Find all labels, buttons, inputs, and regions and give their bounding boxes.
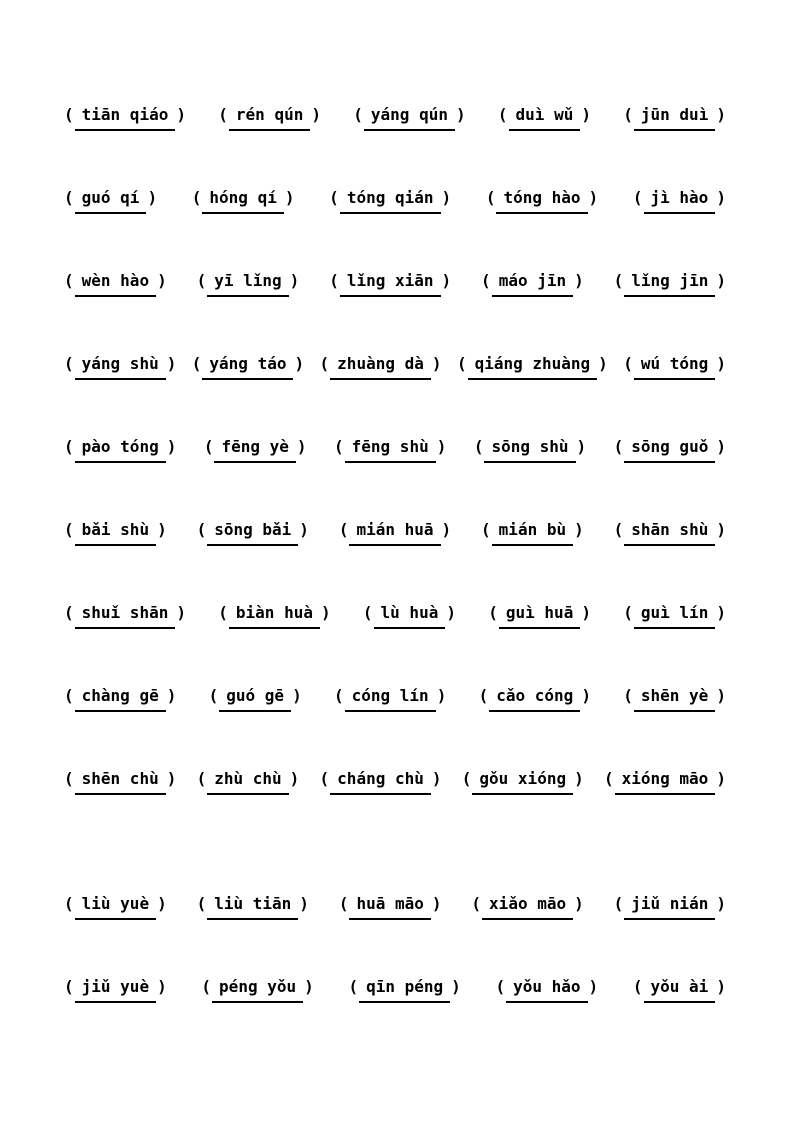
pinyin-item [196, 520, 310, 546]
close-paren: ) [289, 768, 300, 788]
pinyin-word: lǐng xiān [340, 271, 441, 297]
open-paren: ( [613, 270, 624, 290]
pinyin-word: mián huā [349, 520, 440, 546]
close-paren: ) [296, 436, 307, 456]
close-paren: ) [176, 104, 186, 124]
open-paren: ( [623, 602, 633, 622]
pinyin-word: shuǐ shān [75, 603, 176, 629]
pinyin-item [494, 977, 599, 1003]
pinyin-item [63, 188, 158, 214]
pinyin-item [196, 769, 301, 795]
pinyin-word: guì huā [499, 603, 580, 629]
pinyin-item [338, 894, 443, 920]
close-paren: ) [166, 685, 177, 705]
pinyin-word: tóng qián [340, 188, 441, 214]
pinyin-word: shēn chù [75, 769, 166, 795]
pinyin-word: pào tóng [75, 437, 166, 463]
pinyin-item [217, 603, 331, 629]
close-paren: ) [166, 436, 177, 456]
pinyin-item [632, 977, 727, 1003]
pinyin-word: shēn yè [634, 686, 715, 712]
pinyin-item [622, 603, 727, 629]
pinyin-word: lù huà [374, 603, 446, 629]
close-paren: ) [147, 187, 158, 207]
pinyin-item [333, 437, 447, 463]
pinyin-item [632, 188, 727, 214]
open-paren: ( [319, 353, 330, 373]
pinyin-word: liù yuè [75, 894, 156, 920]
close-paren: ) [299, 893, 309, 913]
close-paren: ) [157, 270, 167, 290]
close-paren: ) [581, 104, 591, 124]
close-paren: ) [289, 270, 300, 290]
close-paren: ) [455, 104, 466, 124]
pinyin-item [217, 105, 322, 131]
pinyin-item [613, 437, 727, 463]
pinyin-word: biàn huà [229, 603, 320, 629]
open-paren: ( [329, 187, 339, 207]
worksheet-row [63, 574, 727, 657]
pinyin-item [352, 105, 466, 131]
pinyin-item [497, 105, 592, 131]
pinyin-word: rén qún [229, 105, 310, 131]
close-paren: ) [320, 602, 331, 622]
worksheet-row [63, 408, 727, 491]
open-paren: ( [196, 270, 207, 290]
close-paren: ) [431, 893, 442, 913]
close-paren: ) [441, 270, 452, 290]
open-paren: ( [329, 270, 339, 290]
close-paren: ) [431, 768, 442, 788]
pinyin-item [63, 105, 187, 131]
worksheet-row [63, 740, 727, 823]
pinyin-word: yáng shù [75, 354, 166, 380]
pinyin-word: wèn hào [75, 271, 156, 297]
close-paren: ) [166, 768, 177, 788]
open-paren: ( [495, 976, 506, 996]
open-paren: ( [471, 893, 482, 913]
pinyin-word: lǐng jīn [624, 271, 715, 297]
pinyin-word: fēng shù [345, 437, 436, 463]
open-paren: ( [64, 353, 74, 373]
pinyin-word: yǒu ài [644, 977, 716, 1003]
pinyin-item [461, 769, 585, 795]
pinyin-word: guó qí [75, 188, 147, 214]
close-paren: ) [581, 602, 591, 622]
pinyin-word: zhuàng dà [330, 354, 431, 380]
close-paren: ) [576, 436, 587, 456]
open-paren: ( [64, 270, 74, 290]
open-paren: ( [196, 893, 207, 913]
pinyin-word: máo jīn [492, 271, 573, 297]
pinyin-word: duì wǔ [509, 105, 581, 131]
close-paren: ) [451, 976, 461, 996]
pinyin-item [470, 894, 584, 920]
pinyin-word: huā māo [349, 894, 430, 920]
open-paren: ( [488, 602, 498, 622]
pinyin-item [480, 271, 585, 297]
pinyin-item [473, 437, 587, 463]
close-paren: ) [716, 187, 726, 207]
pinyin-item [485, 188, 599, 214]
close-paren: ) [716, 602, 726, 622]
pinyin-item [338, 520, 452, 546]
worksheet-row [63, 325, 727, 408]
pinyin-word: cóng lín [345, 686, 436, 712]
open-paren: ( [632, 187, 643, 207]
open-paren: ( [64, 768, 74, 788]
close-paren: ) [716, 976, 726, 996]
open-paren: ( [338, 519, 349, 539]
pinyin-word: tóng hào [496, 188, 587, 214]
pinyin-word: yī lǐng [207, 271, 288, 297]
pinyin-word: guì lín [634, 603, 715, 629]
close-paren: ) [441, 519, 452, 539]
pinyin-item [203, 437, 308, 463]
pinyin-item [63, 603, 187, 629]
close-paren: ) [311, 104, 321, 124]
pinyin-item [196, 271, 301, 297]
open-paren: ( [64, 685, 74, 705]
pinyin-item [478, 686, 592, 712]
close-paren: ) [292, 685, 302, 705]
open-paren: ( [203, 436, 214, 456]
pinyin-item [362, 603, 457, 629]
pinyin-item [456, 354, 609, 380]
pinyin-word: jiǔ yuè [75, 977, 156, 1003]
worksheet-row [63, 242, 727, 325]
close-paren: ) [598, 353, 608, 373]
close-paren: ) [716, 768, 726, 788]
close-paren: ) [431, 353, 442, 373]
open-paren: ( [191, 353, 202, 373]
open-paren: ( [603, 768, 614, 788]
open-paren: ( [196, 768, 207, 788]
pinyin-word: liù tiān [207, 894, 298, 920]
open-paren: ( [456, 353, 467, 373]
close-paren: ) [157, 519, 167, 539]
open-paren: ( [478, 685, 489, 705]
close-paren: ) [166, 353, 177, 373]
close-paren: ) [436, 436, 447, 456]
open-paren: ( [353, 104, 363, 124]
worksheet-row [63, 76, 727, 159]
pinyin-item [613, 520, 727, 546]
close-paren: ) [304, 976, 314, 996]
pinyin-item [63, 686, 177, 712]
pinyin-item [480, 520, 585, 546]
worksheet-row [63, 657, 727, 740]
pinyin-item [191, 354, 305, 380]
pinyin-item [622, 686, 727, 712]
pinyin-item [200, 977, 314, 1003]
pinyin-item [63, 769, 177, 795]
close-paren: ) [157, 976, 167, 996]
close-paren: ) [299, 519, 309, 539]
pinyin-item [63, 437, 177, 463]
close-paren: ) [157, 893, 167, 913]
open-paren: ( [208, 685, 219, 705]
close-paren: ) [716, 893, 726, 913]
close-paren: ) [716, 353, 726, 373]
pinyin-item [333, 686, 447, 712]
open-paren: ( [613, 519, 624, 539]
pinyin-item [603, 769, 727, 795]
open-paren: ( [64, 187, 74, 207]
open-paren: ( [64, 436, 74, 456]
open-paren: ( [218, 104, 228, 124]
open-paren: ( [196, 519, 207, 539]
pinyin-word: yǒu hǎo [506, 977, 587, 1003]
open-paren: ( [333, 685, 344, 705]
close-paren: ) [588, 976, 599, 996]
open-paren: ( [613, 893, 624, 913]
open-paren: ( [497, 104, 508, 124]
pinyin-word: tiān qiáo [75, 105, 176, 131]
pinyin-item [613, 271, 727, 297]
pinyin-item [196, 894, 310, 920]
pinyin-item [613, 894, 727, 920]
pinyin-item [319, 354, 443, 380]
open-paren: ( [191, 187, 202, 207]
close-paren: ) [446, 602, 456, 622]
open-paren: ( [64, 976, 74, 996]
close-paren: ) [574, 893, 584, 913]
pinyin-word: sōng bǎi [207, 520, 298, 546]
pinyin-item [487, 603, 592, 629]
pinyin-item [328, 188, 452, 214]
open-paren: ( [623, 685, 633, 705]
section-gap [63, 823, 727, 865]
pinyin-item [63, 977, 168, 1003]
pinyin-word: bǎi shù [75, 520, 156, 546]
open-paren: ( [461, 768, 472, 788]
open-paren: ( [623, 104, 633, 124]
close-paren: ) [284, 187, 295, 207]
worksheet-row [63, 159, 727, 242]
close-paren: ) [574, 768, 584, 788]
open-paren: ( [473, 436, 484, 456]
pinyin-word: jì hào [644, 188, 716, 214]
open-paren: ( [201, 976, 212, 996]
pinyin-word: gǒu xióng [472, 769, 573, 795]
pinyin-item [63, 354, 177, 380]
pinyin-word: xiǎo māo [482, 894, 573, 920]
open-paren: ( [348, 976, 359, 996]
pinyin-word: jiǔ nián [624, 894, 715, 920]
open-paren: ( [334, 436, 344, 456]
worksheet-row [63, 491, 727, 574]
pinyin-item [63, 271, 168, 297]
pinyin-item [622, 354, 727, 380]
open-paren: ( [632, 976, 643, 996]
close-paren: ) [581, 685, 591, 705]
open-paren: ( [64, 602, 74, 622]
pinyin-item [191, 188, 296, 214]
close-paren: ) [716, 519, 726, 539]
open-paren: ( [481, 270, 491, 290]
pinyin-word: qiáng zhuàng [468, 354, 598, 380]
pinyin-word: cháng chù [330, 769, 431, 795]
pinyin-word: jūn duì [634, 105, 715, 131]
close-paren: ) [716, 270, 726, 290]
pinyin-item [63, 894, 168, 920]
pinyin-word: qīn péng [359, 977, 450, 1003]
pinyin-word: sōng shù [484, 437, 575, 463]
close-paren: ) [441, 187, 452, 207]
pinyin-word: wú tóng [634, 354, 715, 380]
close-paren: ) [574, 519, 584, 539]
pinyin-word: yáng táo [202, 354, 293, 380]
close-paren: ) [574, 270, 584, 290]
pinyin-word: péng yǒu [212, 977, 303, 1003]
pinyin-word: shān shù [624, 520, 715, 546]
open-paren: ( [613, 436, 624, 456]
close-paren: ) [716, 436, 726, 456]
pinyin-item [208, 686, 303, 712]
open-paren: ( [338, 893, 349, 913]
pinyin-item [328, 271, 452, 297]
pinyin-item [63, 520, 168, 546]
pinyin-word: xióng māo [615, 769, 716, 795]
pinyin-word: yáng qún [364, 105, 455, 131]
pinyin-item [347, 977, 461, 1003]
close-paren: ) [588, 187, 599, 207]
worksheet-row [63, 865, 727, 948]
open-paren: ( [481, 519, 491, 539]
close-paren: ) [294, 353, 305, 373]
open-paren: ( [64, 104, 74, 124]
worksheet-row [63, 948, 727, 1031]
open-paren: ( [319, 768, 330, 788]
open-paren: ( [362, 602, 373, 622]
pinyin-word: sōng guǒ [624, 437, 715, 463]
open-paren: ( [64, 519, 74, 539]
pinyin-word: chàng gē [75, 686, 166, 712]
pinyin-word: hóng qí [202, 188, 283, 214]
close-paren: ) [436, 685, 447, 705]
open-paren: ( [218, 602, 228, 622]
close-paren: ) [716, 685, 726, 705]
pinyin-word: guó gē [219, 686, 291, 712]
open-paren: ( [485, 187, 496, 207]
pinyin-word: mián bù [492, 520, 573, 546]
open-paren: ( [64, 893, 74, 913]
pinyin-item [622, 105, 727, 131]
pinyin-word: fēng yè [214, 437, 295, 463]
pinyin-item [319, 769, 443, 795]
close-paren: ) [176, 602, 186, 622]
pinyin-word: zhù chù [207, 769, 288, 795]
pinyin-word: cǎo cóng [489, 686, 580, 712]
open-paren: ( [623, 353, 633, 373]
close-paren: ) [716, 104, 726, 124]
